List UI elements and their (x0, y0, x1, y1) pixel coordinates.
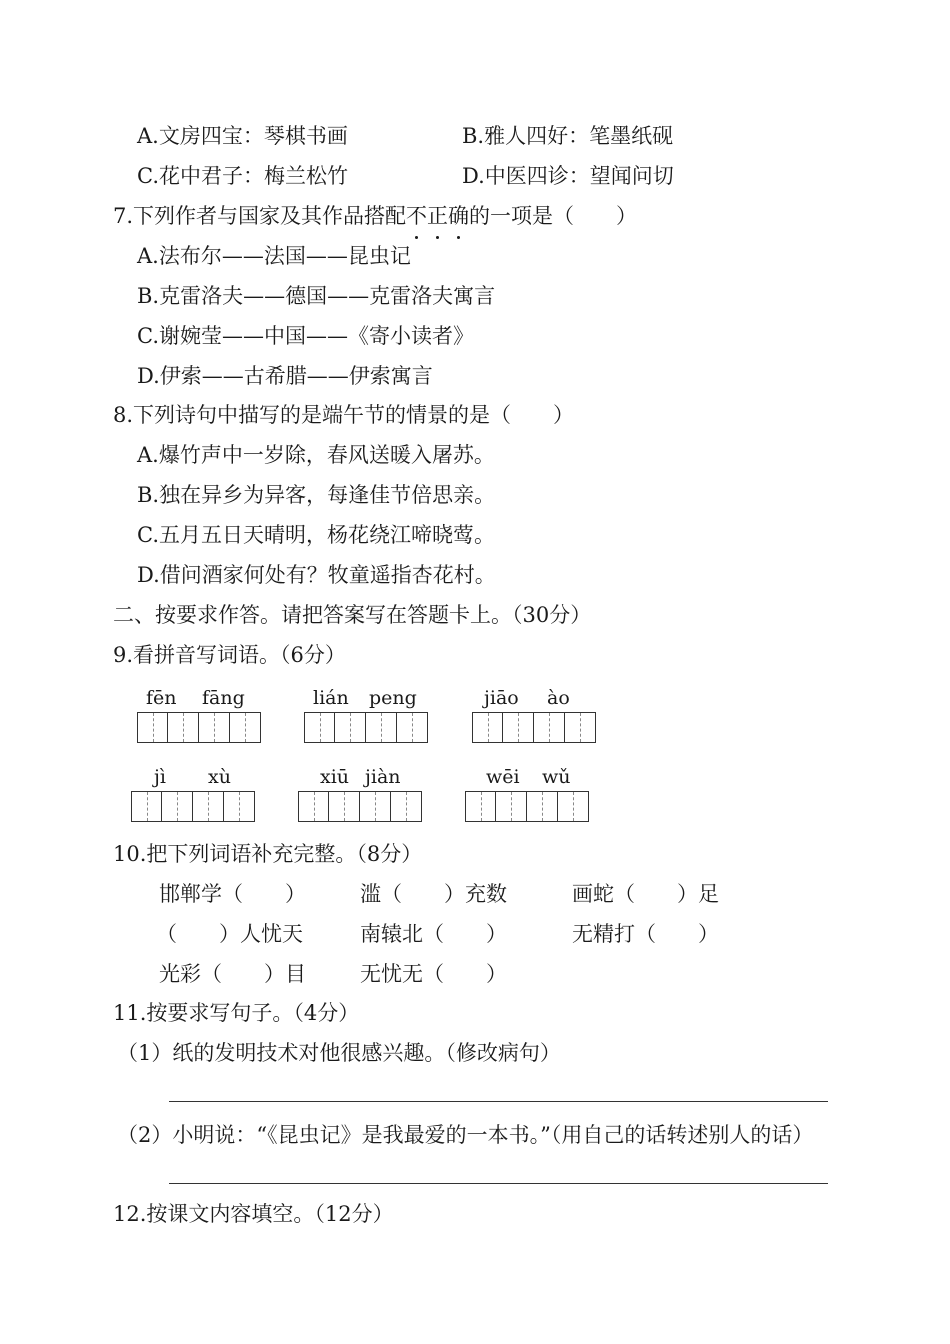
pinyin-1a: fēn (146, 687, 177, 709)
idiom-item: 南辕北（ ） (360, 922, 507, 946)
q7-emphasis-char: 正 (427, 204, 449, 228)
idiom-item: （ ）人忧天 (156, 922, 303, 946)
q7-stem (113, 202, 637, 230)
idiom-item: 无精打（ ） (572, 922, 719, 946)
answer-grid[interactable] (304, 712, 428, 743)
q6-option-a: A.文房四宝：琴棋书画 (137, 124, 348, 148)
pinyin-2b: peng (369, 687, 417, 709)
answer-cell[interactable] (366, 712, 397, 743)
pinyin-4b: xù (208, 766, 231, 788)
pinyin-3a: jiāo (484, 687, 519, 709)
answer-cell[interactable] (472, 712, 503, 743)
answer-cell[interactable] (199, 712, 230, 743)
answer-cell[interactable] (131, 791, 162, 822)
answer-cell[interactable] (335, 712, 366, 743)
pinyin-1b: fāng (202, 687, 245, 709)
answer-grid[interactable] (137, 712, 261, 743)
answer-cell[interactable] (193, 791, 224, 822)
answer-cell[interactable] (465, 791, 496, 822)
q6-option-d: D.中医四诊：望闻问切 (462, 164, 674, 188)
idiom-item: 邯郸学（ ） (159, 882, 306, 906)
answer-cell[interactable] (391, 791, 422, 822)
answer-cell[interactable] (360, 791, 391, 822)
answer-cell[interactable] (527, 791, 558, 822)
answer-cell[interactable] (230, 712, 261, 743)
q7-option-c: C.谢婉莹——中国——《寄小读者》 (137, 324, 474, 348)
q7-stem-after: 的一项是（ ） (469, 204, 638, 228)
answer-cell[interactable] (168, 712, 199, 743)
pinyin-5b: jiàn (365, 766, 401, 788)
q7-option-b: B.克雷洛夫——德国——克雷洛夫寓言 (137, 284, 496, 308)
q11-sub1: （1）纸的发明技术对他很感兴趣。（修改病句） (117, 1041, 561, 1065)
q6-option-b: B.雅人四好：笔墨纸砚 (462, 124, 674, 148)
answer-grid[interactable] (131, 791, 255, 822)
q7-option-a: A.法布尔——法国——昆虫记 (137, 244, 411, 268)
pinyin-6a: wēi (486, 766, 520, 788)
q7-emphasis-char: 确 (448, 204, 470, 228)
pinyin-3b: ào (547, 687, 570, 709)
q9-title: 9.看拼音写词语。（6分） (113, 643, 346, 667)
answer-cell[interactable] (224, 791, 255, 822)
answer-cell[interactable] (397, 712, 428, 743)
answer-cell[interactable] (565, 712, 596, 743)
q7-option-d: D.伊索——古希腊——伊索寓言 (137, 364, 433, 388)
q8-option-b: B.独在异乡为异客，每逢佳节倍思亲。 (137, 483, 496, 507)
answer-cell[interactable] (162, 791, 193, 822)
answer-cell[interactable] (558, 791, 589, 822)
answer-cell[interactable] (329, 791, 360, 822)
answer-cell[interactable] (304, 712, 335, 743)
answer-line[interactable] (169, 1101, 828, 1102)
answer-cell[interactable] (534, 712, 565, 743)
q8-stem: 8.下列诗句中描写的是端午节的情景的是（ ） (113, 403, 575, 427)
pinyin-2a: lián (313, 687, 349, 709)
answer-cell[interactable] (503, 712, 534, 743)
q11-sub2: （2）小明说：“《昆虫记》是我最爱的一本书。”（用自己的话转述别人的话） (117, 1123, 814, 1147)
q10-title: 10.把下列词语补充完整。（8分） (113, 842, 423, 866)
idiom-item: 画蛇（ ）足 (572, 882, 719, 906)
answer-grid[interactable] (298, 791, 422, 822)
idiom-item: 滥（ ）充数 (360, 882, 507, 906)
answer-line[interactable] (169, 1183, 828, 1184)
q7-emphasis-char: 不 (406, 204, 428, 228)
section-heading: 二、按要求作答。请把答案写在答题卡上。（30分） (113, 603, 592, 627)
pinyin-6b: wǔ (542, 766, 571, 788)
answer-cell[interactable] (496, 791, 527, 822)
answer-grid[interactable] (472, 712, 596, 743)
q8-option-a: A.爆竹声中一岁除，春风送暖入屠苏。 (137, 443, 495, 467)
q6-option-c: C.花中君子：梅兰松竹 (137, 164, 348, 188)
idiom-item: 无忧无（ ） (360, 962, 507, 986)
answer-cell[interactable] (137, 712, 168, 743)
answer-cell[interactable] (298, 791, 329, 822)
pinyin-5a: xiū (320, 766, 350, 788)
q8-option-c: C.五月五日天晴明，杨花绕江啼晓莺。 (137, 523, 495, 547)
pinyin-4a: jì (154, 766, 166, 788)
q11-title: 11.按要求写句子。（4分） (113, 1001, 360, 1025)
answer-grid[interactable] (465, 791, 589, 822)
q8-option-d: D.借问酒家何处有？牧童遥指杏花村。 (137, 563, 496, 587)
idiom-item: 光彩（ ）目 (159, 962, 306, 986)
q7-stem-before: 7.下列作者与国家及其作品搭配 (113, 204, 407, 228)
q12-title: 12.按课文内容填空。（12分） (113, 1202, 394, 1226)
